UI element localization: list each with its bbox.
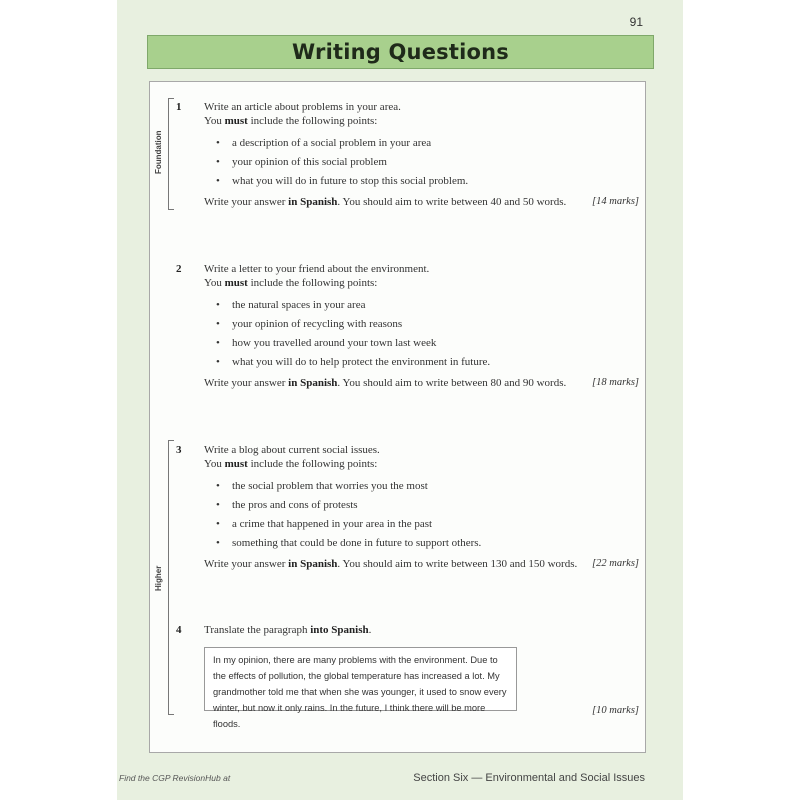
footer-revisionhub: Find the CGP RevisionHub at [119,773,231,783]
must-include-line: You must include the following points: [204,458,378,470]
foundation-label: Foundation [154,127,163,177]
question-prompt: Write a blog about current social issues. [204,444,380,456]
points-list [204,477,639,553]
answer-instructions: Write your answer in Spanish. You should aim to write between 40 and 50 words. [14 marks] [204,196,639,208]
translation-paragraph: In my opinion, there are many problems with the environment. Due to the effects of pollution, the global temperature has increased a lot. My grandmother told me that when she was younger, it used to snow every winter, but now it only rains. In the future, I think there will be more floods. [204,647,517,711]
question-number: 2 [176,263,182,275]
title-banner [147,35,654,69]
list-item: • your opinion of recycling with reasons [204,315,639,334]
higher-label: Higher [154,563,163,594]
footer-section-title: Section Six — Environmental and Social Issues [413,772,645,784]
list-item: • your opinion of this social problem [204,153,639,172]
list-item: • a crime that happened in your area in the past [204,515,639,534]
answer-instructions: Write your answer in Spanish. You should aim to write between 80 and 90 words. [18 marks] [204,377,639,389]
points-list [204,134,639,191]
question-prompt: Write a letter to your friend about the environment. [204,263,430,275]
page-title: Writing Questions [292,40,509,64]
higher-bracket [168,440,169,715]
list-item: • the natural spaces in your area [204,296,639,315]
marks-label: [18 marks] [592,377,639,388]
list-item: • what you will do in future to stop this social problem. [204,172,639,191]
question-prompt: Write an article about problems in your area. [204,101,401,113]
list-item: • how you travelled around your town last week [204,334,639,353]
answer-instructions: Write your answer in Spanish. You should aim to write between 130 and 150 words. [22 marks] [204,558,639,570]
marks-label: [14 marks] [592,196,639,207]
list-item: • something that could be done in future to support others. [204,534,639,553]
page-number: 91 [629,15,643,29]
list-item: • the social problem that worries you the most [204,477,639,496]
question-number: 4 [176,624,182,636]
list-item: • the pros and cons of protests [204,496,639,515]
list-item: • a description of a social problem in your area [204,134,639,153]
marks-label: [10 marks] [592,705,639,716]
marks-label: [22 marks] [592,558,639,569]
must-include-line: You must include the following points: [204,115,378,127]
questions-box [149,81,646,753]
question-number: 3 [176,444,182,456]
list-item: • what you will do to help protect the environment in future. [204,353,639,372]
must-include-line: You must include the following points: [204,277,378,289]
question-prompt: Translate the paragraph into Spanish. [204,624,372,636]
points-list [204,296,639,372]
question-number: 1 [176,101,182,113]
foundation-bracket [168,98,169,210]
document-page [117,0,683,800]
